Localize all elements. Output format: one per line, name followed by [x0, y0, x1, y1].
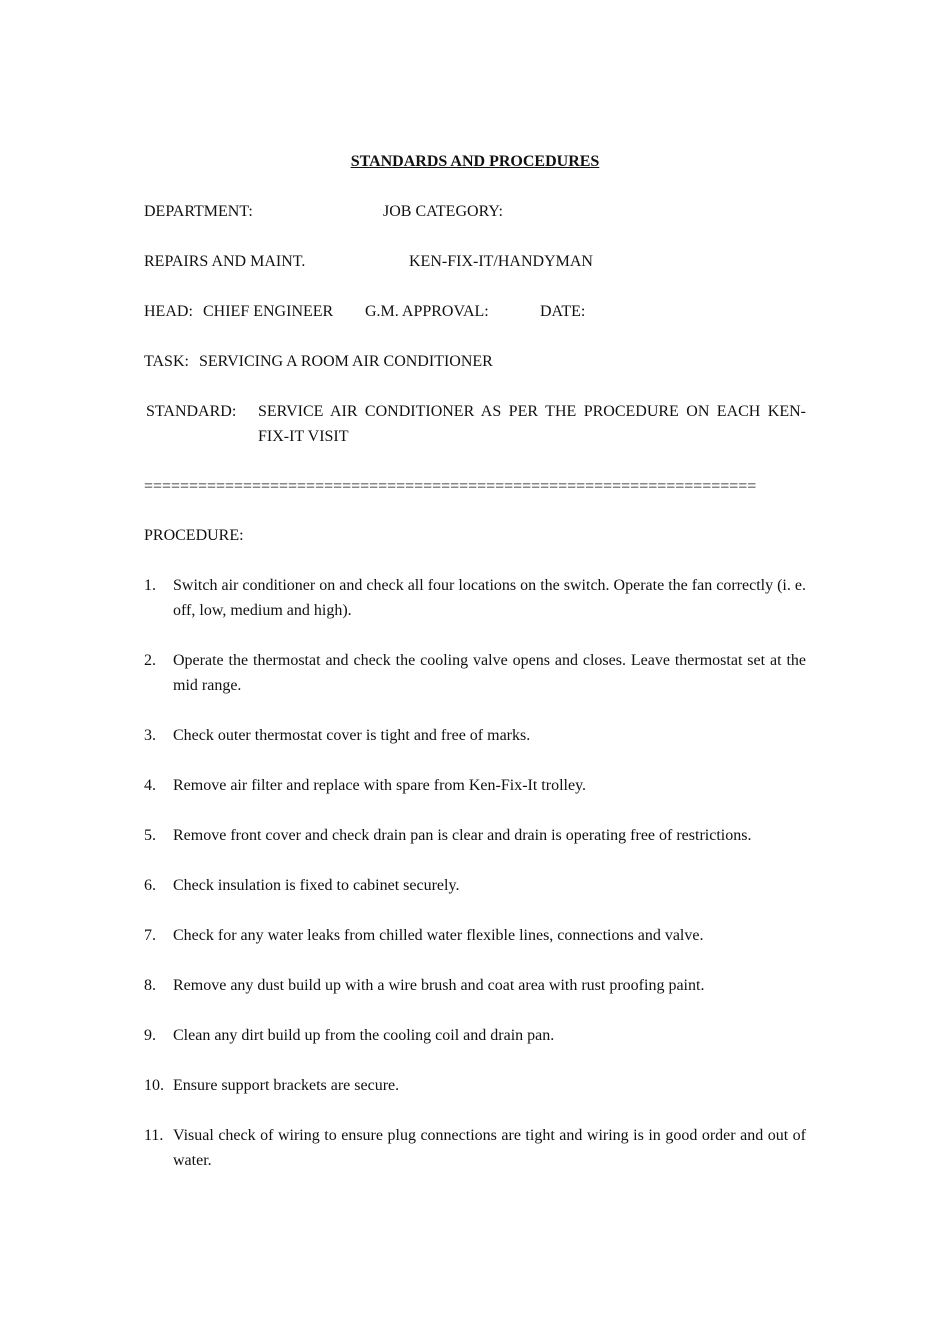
standard-block: [146, 399, 806, 449]
gm-approval-label: G.M. APPROVAL:: [365, 303, 489, 320]
step-text: Ensure support brackets are secure.: [173, 1077, 400, 1094]
procedure-step: [144, 1123, 806, 1173]
procedure-step: [144, 873, 806, 898]
step-text: Operate the thermostat and check the cooling valve opens and closes. Leave thermostat set at the mid range.: [173, 652, 806, 694]
procedure-heading: PROCEDURE:: [144, 527, 244, 544]
step-number: 5.: [144, 827, 156, 844]
step-text: Remove any dust build up with a wire brush and coat area with rust proofing paint.: [173, 977, 705, 994]
task-label: TASK:: [144, 353, 189, 370]
step-number: 10.: [144, 1077, 164, 1094]
department-label: DEPARTMENT:: [144, 203, 253, 220]
head-label: HEAD:: [144, 303, 193, 320]
procedure-step: [144, 1073, 806, 1098]
job-category-value: KEN-FIX-IT/HANDYMAN: [409, 253, 593, 270]
procedure-step: [144, 573, 806, 623]
step-text: Remove air filter and replace with spare from Ken-Fix-It trolley.: [173, 777, 587, 794]
step-text: Check for any water leaks from chilled water flexible lines, connections and valve.: [173, 927, 704, 944]
step-number: 4.: [144, 777, 156, 794]
step-text: Switch air conditioner on and check all four locations on the switch. Operate the fan correctly (i. e. off, low, medium and high).: [173, 577, 806, 619]
step-number: 11.: [144, 1127, 164, 1144]
procedure-step: [144, 648, 806, 698]
procedure-step: [144, 823, 806, 848]
step-text: Remove front cover and check drain pan is clear and drain is operating free of restrictions.: [173, 827, 752, 844]
page-title: STANDARDS AND PROCEDURES: [350, 153, 600, 170]
step-text: Clean any dirt build up from the cooling coil and drain pan.: [173, 1027, 555, 1044]
procedure-step: [144, 923, 806, 948]
standard-label: STANDARD:: [146, 403, 237, 420]
step-number: 1.: [144, 577, 156, 594]
procedure-step: [144, 723, 806, 748]
step-text: Check outer thermostat cover is tight and free of marks.: [173, 727, 531, 744]
separator-line: ====================================================================: [144, 478, 757, 495]
step-text: Visual check of wiring to ensure plug connections are tight and wiring is in good order and out of water.: [173, 1127, 806, 1169]
step-text: Check insulation is fixed to cabinet securely.: [173, 877, 460, 894]
task-value: SERVICING A ROOM AIR CONDITIONER: [199, 353, 493, 370]
procedure-step: [144, 773, 806, 798]
procedure-step: [144, 1023, 806, 1048]
step-number: 2.: [144, 652, 156, 669]
procedure-list: [144, 573, 806, 1198]
standard-value: SERVICE AIR CONDITIONER AS PER THE PROCEDURE ON EACH KEN-FIX-IT VISIT: [258, 403, 806, 445]
step-number: 3.: [144, 727, 156, 744]
step-number: 6.: [144, 877, 156, 894]
procedure-step: [144, 973, 806, 998]
job-category-label: JOB CATEGORY:: [383, 203, 503, 220]
head-value: CHIEF ENGINEER: [203, 303, 334, 320]
step-number: 9.: [144, 1027, 156, 1044]
department-value: REPAIRS AND MAINT.: [144, 253, 306, 270]
step-number: 7.: [144, 927, 156, 944]
step-number: 8.: [144, 977, 156, 994]
date-label: DATE:: [540, 303, 586, 320]
